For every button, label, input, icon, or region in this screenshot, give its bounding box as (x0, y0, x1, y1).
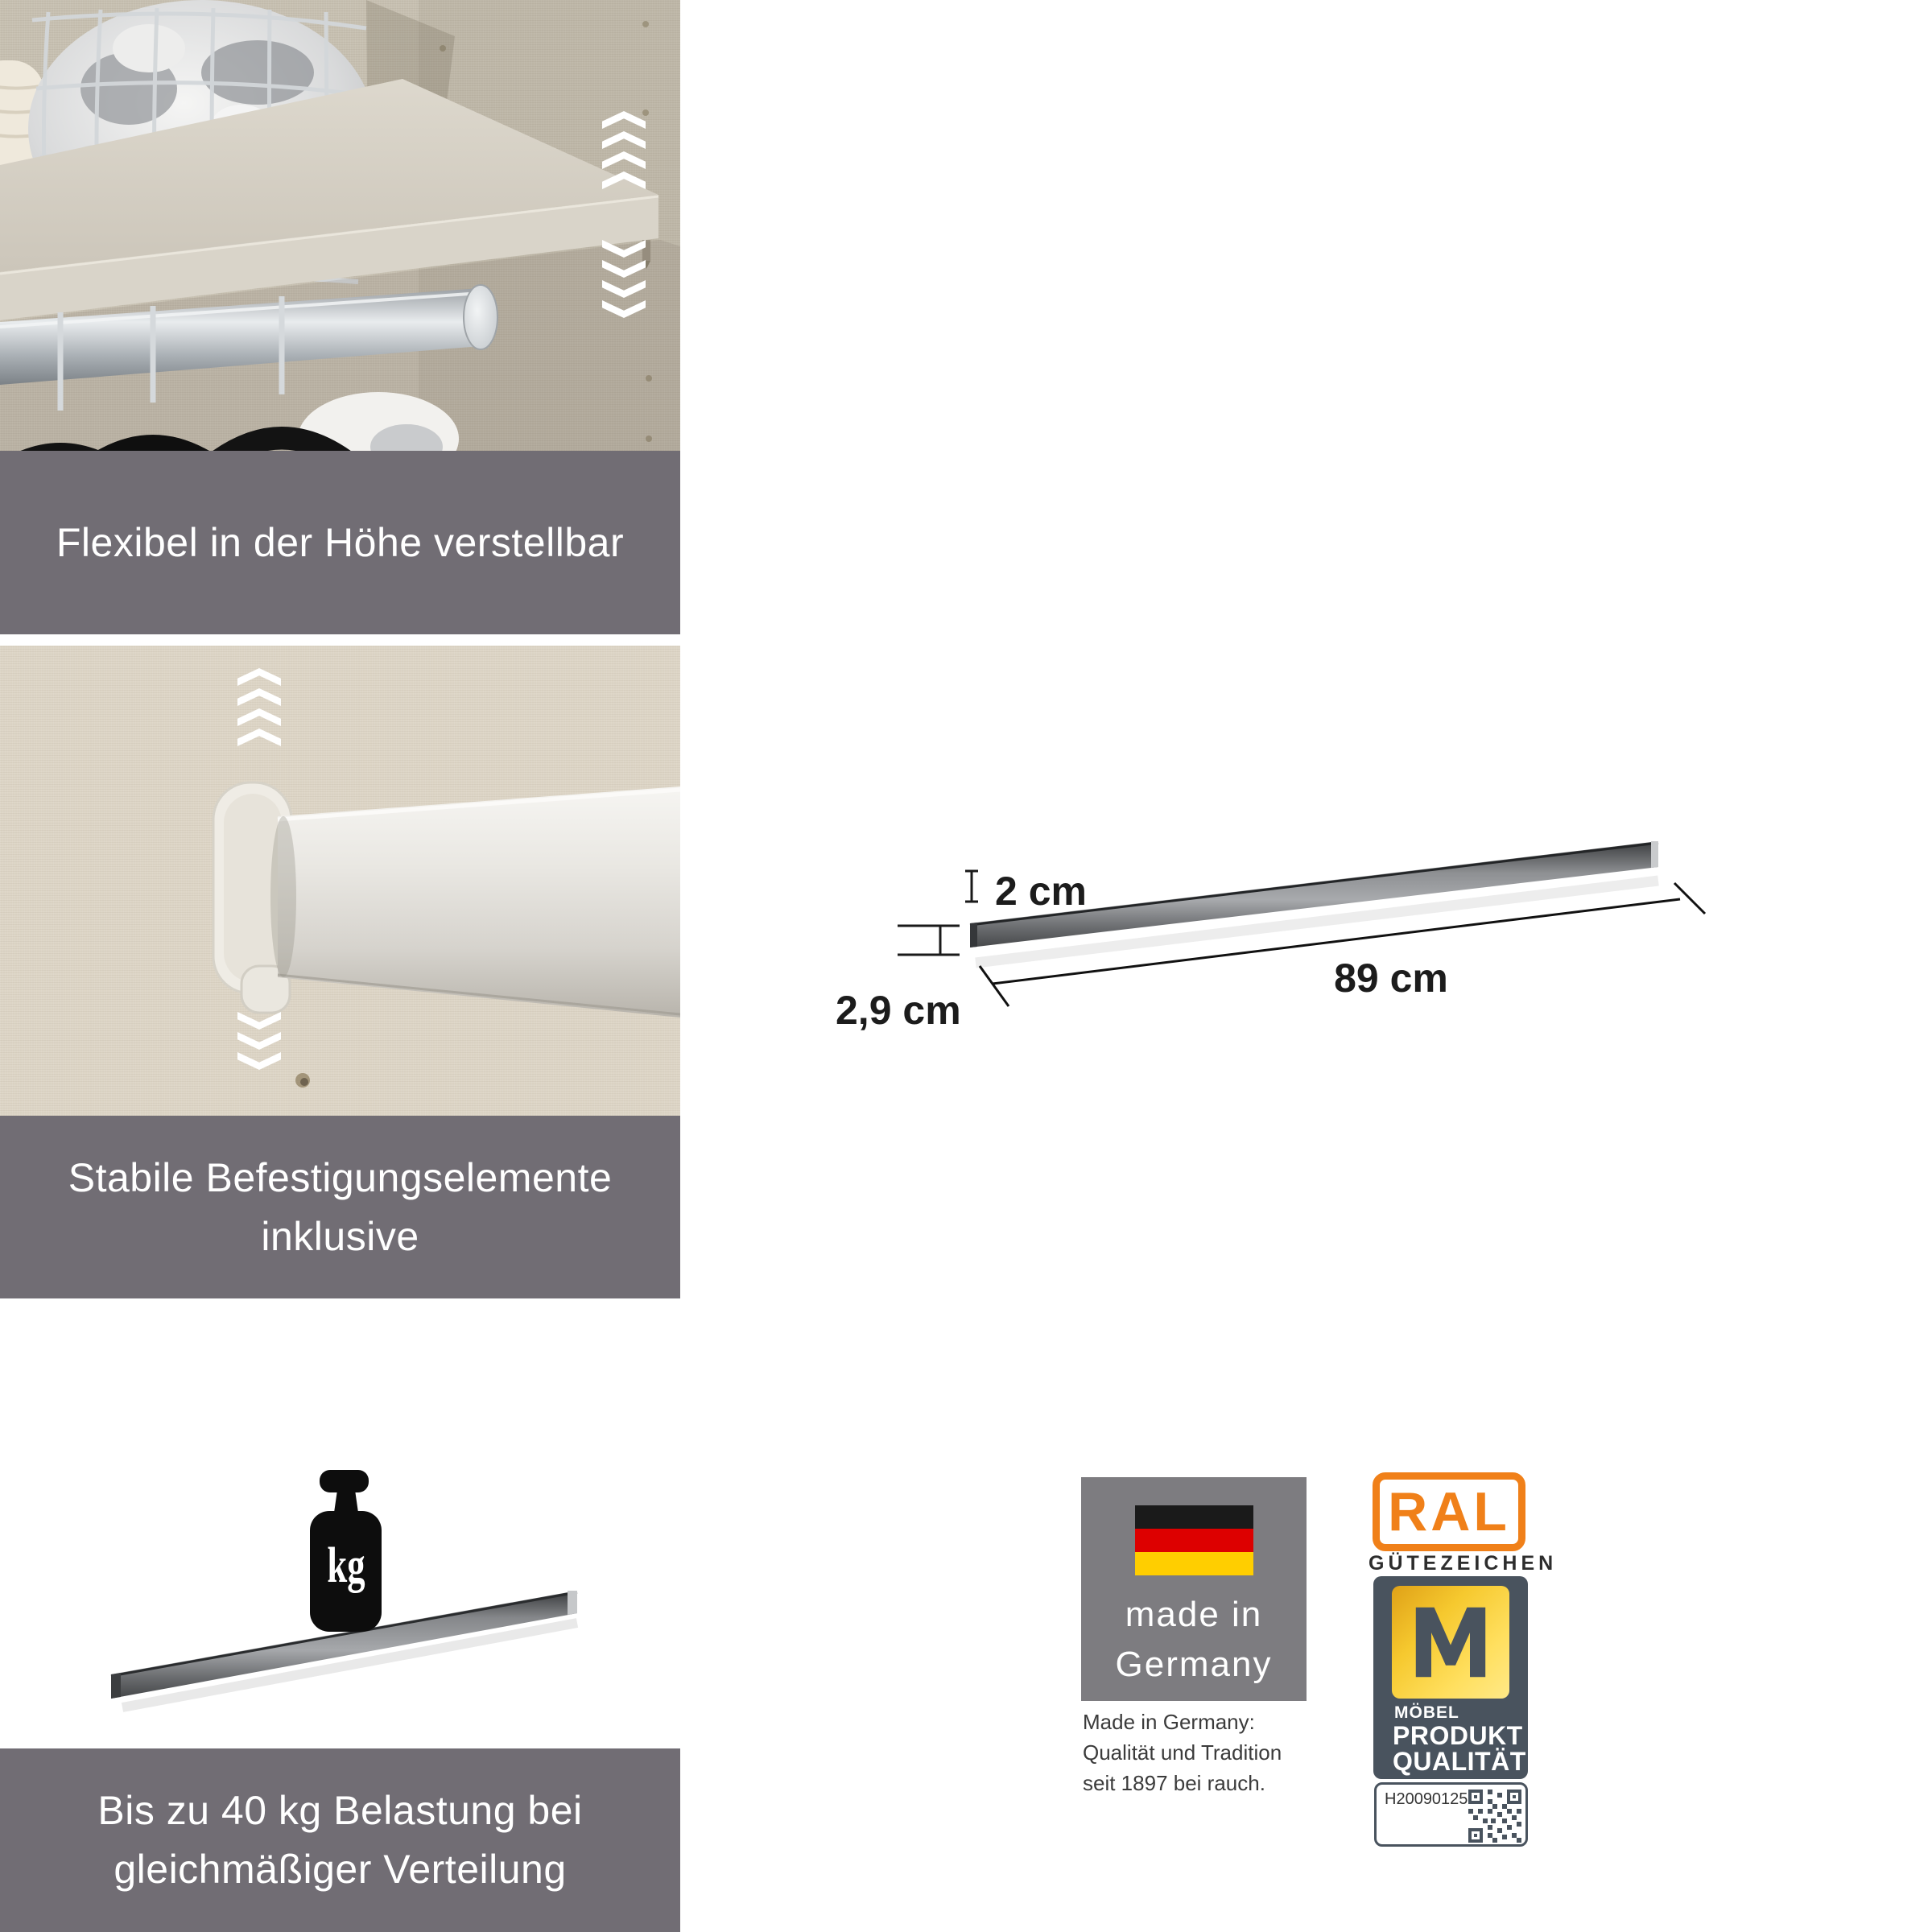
made-in-text: made in (1125, 1595, 1263, 1634)
m-letter-icon (1402, 1591, 1499, 1693)
depth-label: 2,9 cm (836, 988, 961, 1033)
load-graphic (0, 1298, 680, 1748)
guetezeichen-label: GÜTEZEICHEN (1368, 1552, 1558, 1575)
wardrobe-photo-illustration (0, 0, 680, 451)
caption-load-capacity (0, 1748, 680, 1932)
drill-hole (295, 1073, 310, 1088)
arrow-down-icon (602, 240, 646, 318)
kg-label: kg (327, 1537, 365, 1593)
height-label: 2 cm (995, 869, 1087, 914)
arrow-up-icon (237, 668, 281, 746)
description-line3: seit 1897 bei rauch. (1083, 1771, 1265, 1795)
photo-height-adjustable (0, 0, 680, 451)
ral-text: RAL (1388, 1481, 1510, 1542)
moebel-qualitaet-badge (1373, 1576, 1528, 1779)
rail-body (278, 786, 680, 1018)
arrow-down-icon (237, 1012, 281, 1070)
m-gold-square (1392, 1586, 1509, 1699)
germany-text: Germany (1115, 1645, 1273, 1684)
caption-text-line1: Bis zu 40 kg Belastung bei (97, 1788, 583, 1833)
qr-code-icon (1468, 1790, 1521, 1843)
german-flag-icon (1135, 1505, 1253, 1575)
caption-text-line2: inklusive (261, 1214, 419, 1259)
caption-mounting-elements (0, 1116, 680, 1299)
made-in-germany-badge (1081, 1477, 1307, 1701)
ral-logo (1373, 1472, 1525, 1551)
description-line1: Made in Germany: (1083, 1710, 1255, 1734)
moebel-label: MÖBEL (1394, 1703, 1459, 1722)
produkt-label: PRODUKT (1393, 1721, 1523, 1750)
mount-photo-illustration (0, 646, 680, 1116)
description-line2: Qualität und Tradition (1083, 1740, 1282, 1765)
photo-mounting-elements (0, 646, 680, 1116)
kg-weight-icon (310, 1470, 382, 1632)
dimension-diagram (805, 821, 1771, 1087)
qualitaet-label: QUALITÄT (1393, 1747, 1526, 1776)
arrow-up-icon (602, 111, 646, 189)
depth-tick (898, 926, 960, 955)
length-label: 89 cm (1334, 956, 1448, 1001)
height-tick (965, 871, 978, 902)
rail-left-cap (111, 1673, 121, 1699)
made-in-germany-description (1083, 1707, 1348, 1798)
caption-height-adjustable (0, 451, 680, 634)
certificate-code: H20090125 (1385, 1790, 1468, 1808)
rail-end-cap (464, 285, 497, 349)
certificate-box (1374, 1782, 1528, 1847)
caption-text-line1: Stabile Befestigungselemente (68, 1155, 613, 1200)
caption-text: Flexibel in der Höhe verstellbar (56, 519, 625, 565)
graphic-load-capacity (0, 1298, 680, 1748)
rail-end-shade (270, 816, 296, 977)
caption-text-line2: gleichmäßiger Verteilung (114, 1847, 567, 1892)
rail-right-cap (568, 1591, 577, 1615)
